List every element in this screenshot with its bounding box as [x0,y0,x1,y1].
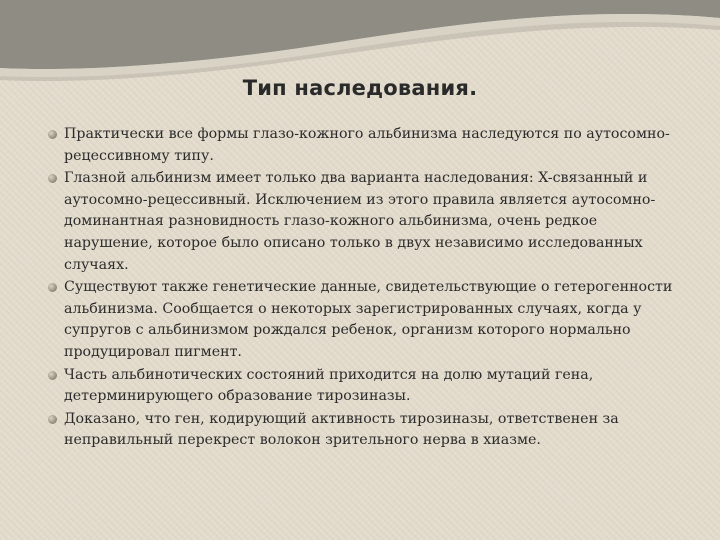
bullet-dot-icon [48,283,57,292]
bullet-dot-icon [48,174,57,183]
bullet-dot-icon [48,130,57,139]
list-item-text: Практически все формы глазо-кожного альбинизма наследуются по аутосомно-рецессивному типу. [64,126,670,164]
list-item-text: Доказано, что ген, кодирующий активность тирозиназы, ответственен за неправильный перекрест волокон зрительного нерва в хиазме. [64,410,619,449]
slide-title: Тип наследования. [242,76,478,100]
bullet-dot-icon [48,415,57,424]
list-item [48,409,680,452]
list-item-text: Глазной альбинизм имеет только два варианта наследования: X-связанный и аутосомно-рецессивный. Исключением из этого правила является аутосомно-доминантная разновидность глазо-кожного альбинизма, очень редкое нарушение, которое было описано только в двух независимо исследованных случаях. [64,170,656,273]
bullet-dot-icon [48,371,57,380]
list-item-text: Часть альбинотических состояний приходится на долю мутаций гена, детерминирующего образование тирозиназы. [64,366,594,405]
list-item [48,124,680,167]
list-item [48,277,680,363]
bullet-list [48,124,680,453]
list-item [48,168,680,276]
list-item-text: Существуют также генетические данные, свидетельствующие о гетерогенности альбинизма. Сообщается о некоторых зарегистрированных случаях, когда у супругов с альбинизмом рождался ребенок, организм которого нормально продуцировал пигмент. [64,279,673,360]
list-item [48,365,680,408]
